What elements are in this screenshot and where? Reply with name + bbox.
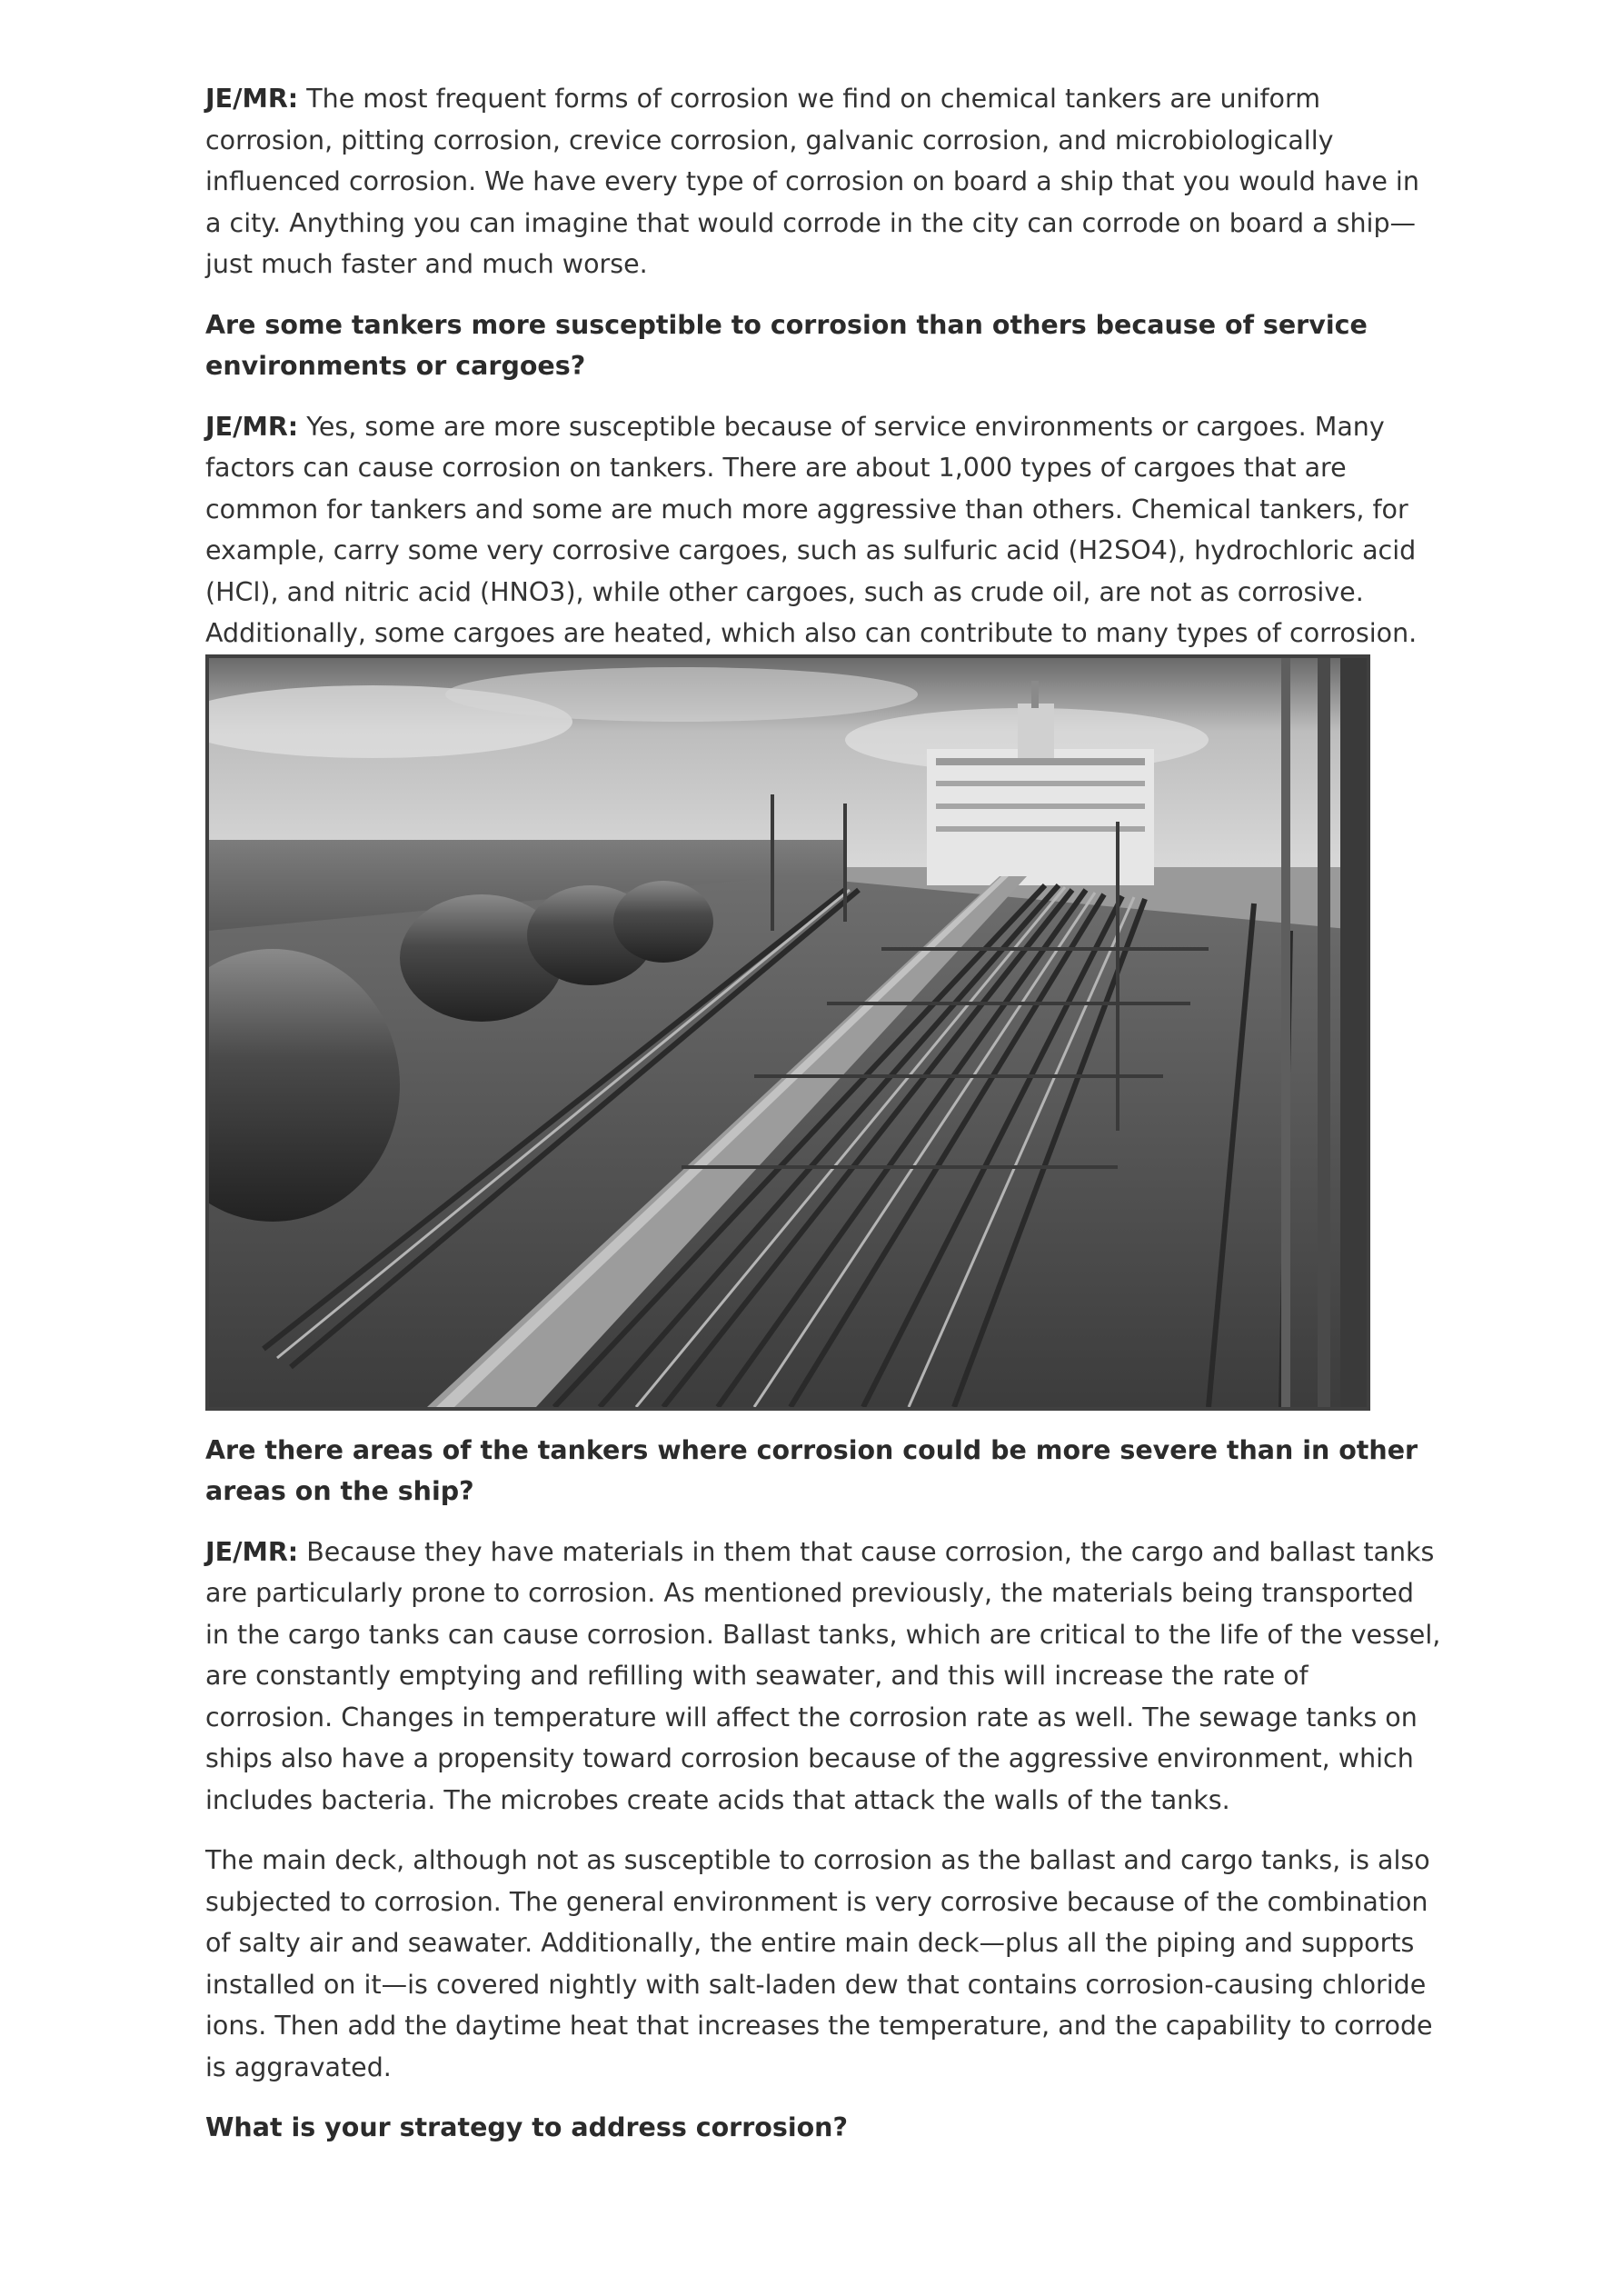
speaker-label: JE/MR: bbox=[205, 411, 299, 442]
answer-paragraph-2 bbox=[205, 406, 1441, 654]
tanker-deck-photo bbox=[205, 654, 1370, 1411]
answer-text: Yes, some are more susceptible because of service environments or cargoes. Many factors can cause corrosion on tankers. There are about 1,000 types of cargoes that are common for tankers and some are much more aggressive than others. Chemical tankers, for example, carry some very corrosive cargoes, such as sulfuric acid (H2SO4), hydrochloric acid (HCl), and nitric acid (HNO3), while other cargoes, such as crude oil, are not as corrosive. Additionally, some cargoes are heated, which also can contribute to many types of corrosion. bbox=[205, 411, 1418, 648]
body-paragraph: The main deck, although not as susceptible to corrosion as the ballast and cargo tanks, is also subjected to corrosion. The general environment is very corrosive because of the combination of salty air and seawater. Additionally, the entire main deck—plus all the piping and supports installed on it—is covered nightly with salt-laden dew that contains corrosion-causing chloride ions. Then add the daytime heat that increases the temperature, and the capability to corrode is aggravated. bbox=[205, 1845, 1433, 2082]
question-1: Are some tankers more susceptible to corrosion than others because of service environments or cargoes? bbox=[205, 309, 1368, 381]
speaker-label: JE/MR: bbox=[205, 84, 299, 114]
question-3: What is your strategy to address corrosion? bbox=[205, 2112, 849, 2142]
answer-paragraph-1 bbox=[205, 78, 1441, 285]
question-2: Are there areas of the tankers where corrosion could be more severe than in other areas on the ship? bbox=[205, 1434, 1418, 1506]
speaker-label: JE/MR: bbox=[205, 1536, 299, 1567]
answer-text: The most frequent forms of corrosion we find on chemical tankers are uniform corrosion, pitting corrosion, crevice corrosion, galvanic corrosion, and microbiologically influenced corrosion. We have every type of corrosion on board a ship that you would have in a city. Anything you can imagine that would corrode in the city can corrode on board a ship—just much faster and much worse. bbox=[205, 84, 1419, 279]
answer-paragraph-3 bbox=[205, 1532, 1441, 1822]
article-body bbox=[205, 78, 1441, 2149]
tanker-deck-image bbox=[209, 658, 1367, 1407]
answer-text: Because they have materials in them that cause corrosion, the cargo and ballast tanks are particularly prone to corrosion. As mentioned previously, the materials being transported in the cargo tanks can cause corrosion. Ballast tanks, which are critical to the life of the vessel, are constantly emptying and refilling with seawater, and this will increase the rate of corrosion. Changes in temperature will affect the corrosion rate as well. The sewage tanks on ships also have a propensity toward corrosion because of the aggressive environment, which includes bacteria. The microbes create acids that attack the walls of the tanks. bbox=[205, 1536, 1441, 1815]
